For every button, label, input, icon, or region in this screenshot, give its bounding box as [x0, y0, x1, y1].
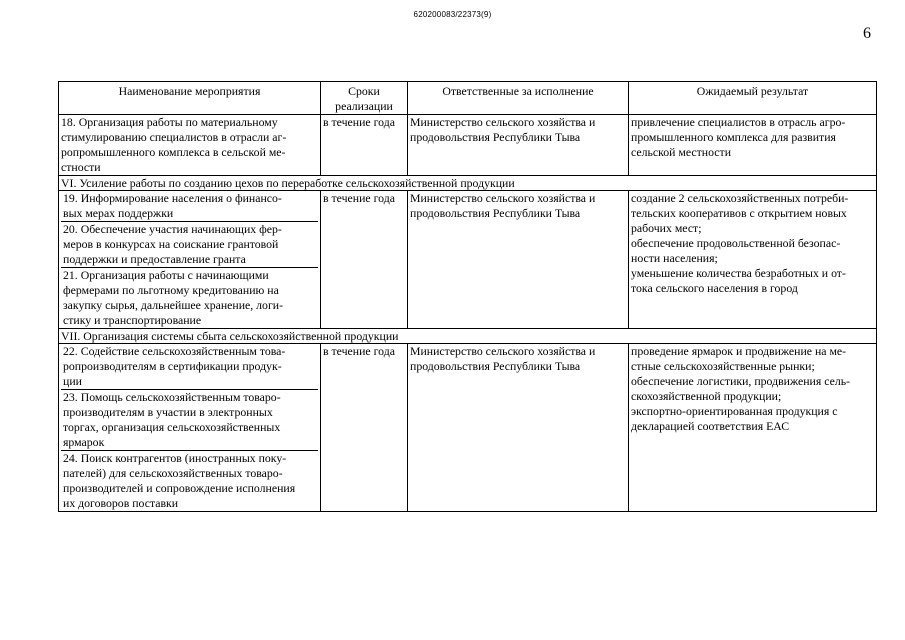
text-line: ности населения; [631, 251, 718, 265]
section-heading-row [59, 329, 877, 344]
section-7-result [629, 344, 877, 512]
row18-responsible [408, 115, 629, 176]
row18-result [629, 115, 877, 176]
text-line: 20. Обеспечение участия начинающих фер- [63, 222, 282, 236]
text-line: стные сельскохозяйственные рынки; [631, 359, 815, 373]
section-6-title: VI. Усиление работы по созданию цехов по переработке сельскохозяйственной продукции [59, 176, 877, 191]
text-line: создание 2 сельскохозяйственных потреби- [631, 191, 849, 205]
text-line: экспортно-ориентированная продукция с [631, 404, 838, 418]
section-7-row [59, 344, 877, 512]
row18-deadline: в течение года [321, 115, 408, 176]
header-result: Ожидаемый результат [629, 82, 877, 115]
section-heading-row [59, 176, 877, 191]
text-line: промышленного комплекса для развития [631, 130, 836, 144]
item-20 [61, 222, 318, 268]
text-line: вых мерах поддержки [63, 206, 174, 220]
text-line: стимулированию специалистов в отрасли аг- [61, 130, 287, 144]
section-7-responsible [408, 344, 629, 512]
header-deadline [321, 82, 408, 115]
section-7-items [59, 344, 321, 512]
text-line: меров в конкурсах на соискание грантовой [63, 237, 279, 251]
text-line: 18. Организация работы по материальному [61, 115, 278, 129]
document-id: 620200083/22373(9) [413, 10, 492, 19]
text-line: 21. Организация работы с начинающими [63, 268, 269, 282]
text-line: стности [61, 160, 101, 174]
text-line: ции [63, 374, 82, 388]
text-line: рабочих мест; [631, 221, 702, 235]
text-line: Министерство сельского хозяйства и [410, 115, 596, 129]
text-line: пателей) для сельскохозяйственных товаро- [63, 466, 283, 480]
text-line: стику и транспортирование [63, 313, 202, 327]
table-header-row [59, 82, 877, 115]
text-line: Министерство сельского хозяйства и [410, 344, 596, 358]
text-line: 19. Информирование населения о финансо- [63, 191, 282, 205]
item-21 [61, 268, 318, 328]
text-line: проведение ярмарок и продвижение на ме- [631, 344, 847, 358]
text-line: продовольствия Республики Тыва [410, 206, 581, 220]
text-line: 23. Помощь сельскохозяйственным товаро- [63, 390, 281, 404]
page-number: 6 [863, 25, 871, 42]
text-line: закупку сырья, дальнейшее хранение, логи- [63, 298, 284, 312]
section-7-title: VII. Организация системы сбыта сельскохозяйственной продукции [59, 329, 877, 344]
header-deadline-line1: Сроки [348, 84, 380, 98]
text-line: привлечение специалистов в отрасль агро- [631, 115, 846, 129]
text-line: ропроизводителям в сертификации продук- [63, 359, 282, 373]
text-line: производителям в участии в электронных [63, 405, 273, 419]
text-line: продовольствия Республики Тыва [410, 130, 581, 144]
text-line: 24. Поиск контрагентов (иностранных поку- [63, 451, 287, 465]
text-line: продовольствия Республики Тыва [410, 359, 581, 373]
section-6-result [629, 191, 877, 329]
section-6-responsible [408, 191, 629, 329]
text-line: скохозяйственной продукции; [631, 389, 782, 403]
text-line: обеспечение продовольственной безопас- [631, 236, 841, 250]
section-6-deadline: в течение года [321, 191, 408, 329]
section-6-row [59, 191, 877, 329]
section-7-deadline: в течение года [321, 344, 408, 512]
item-19 [61, 191, 318, 222]
text-line: фермерами по льготному кредитованию на [63, 283, 279, 297]
text-line: ропромышленного комплекса в сельской ме- [61, 145, 286, 159]
measures-table [58, 81, 877, 512]
text-line: 22. Содействие сельскохозяйственным това- [63, 344, 286, 358]
text-line: обеспечение логистики, продвижения сель- [631, 374, 851, 388]
section-6-items [59, 191, 321, 329]
text-line: декларацией соответствия ЕАС [631, 419, 790, 433]
text-line: их договоров поставки [63, 496, 179, 510]
item-24 [61, 451, 318, 511]
text-line: торгах, организация сельскохозяйственных [63, 420, 281, 434]
text-line: производителей и сопровождение исполнения [63, 481, 296, 495]
text-line: тока сельского населения в город [631, 281, 798, 295]
text-line: Министерство сельского хозяйства и [410, 191, 596, 205]
item-23 [61, 390, 318, 451]
header-name: Наименование мероприятия [59, 82, 321, 115]
text-line: сельской местности [631, 145, 732, 159]
text-line: ярмарок [63, 435, 105, 449]
header-deadline-line2: реализации [335, 99, 393, 113]
text-line: тельских кооперативов с открытием новых [631, 206, 847, 220]
header-responsible: Ответственные за исполнение [408, 82, 629, 115]
item-22 [61, 344, 318, 390]
row18-name [59, 115, 321, 176]
table-row-18 [59, 115, 877, 176]
text-line: поддержки и предоставление гранта [63, 252, 246, 266]
text-line: уменьшение количества безработных и от- [631, 266, 846, 280]
